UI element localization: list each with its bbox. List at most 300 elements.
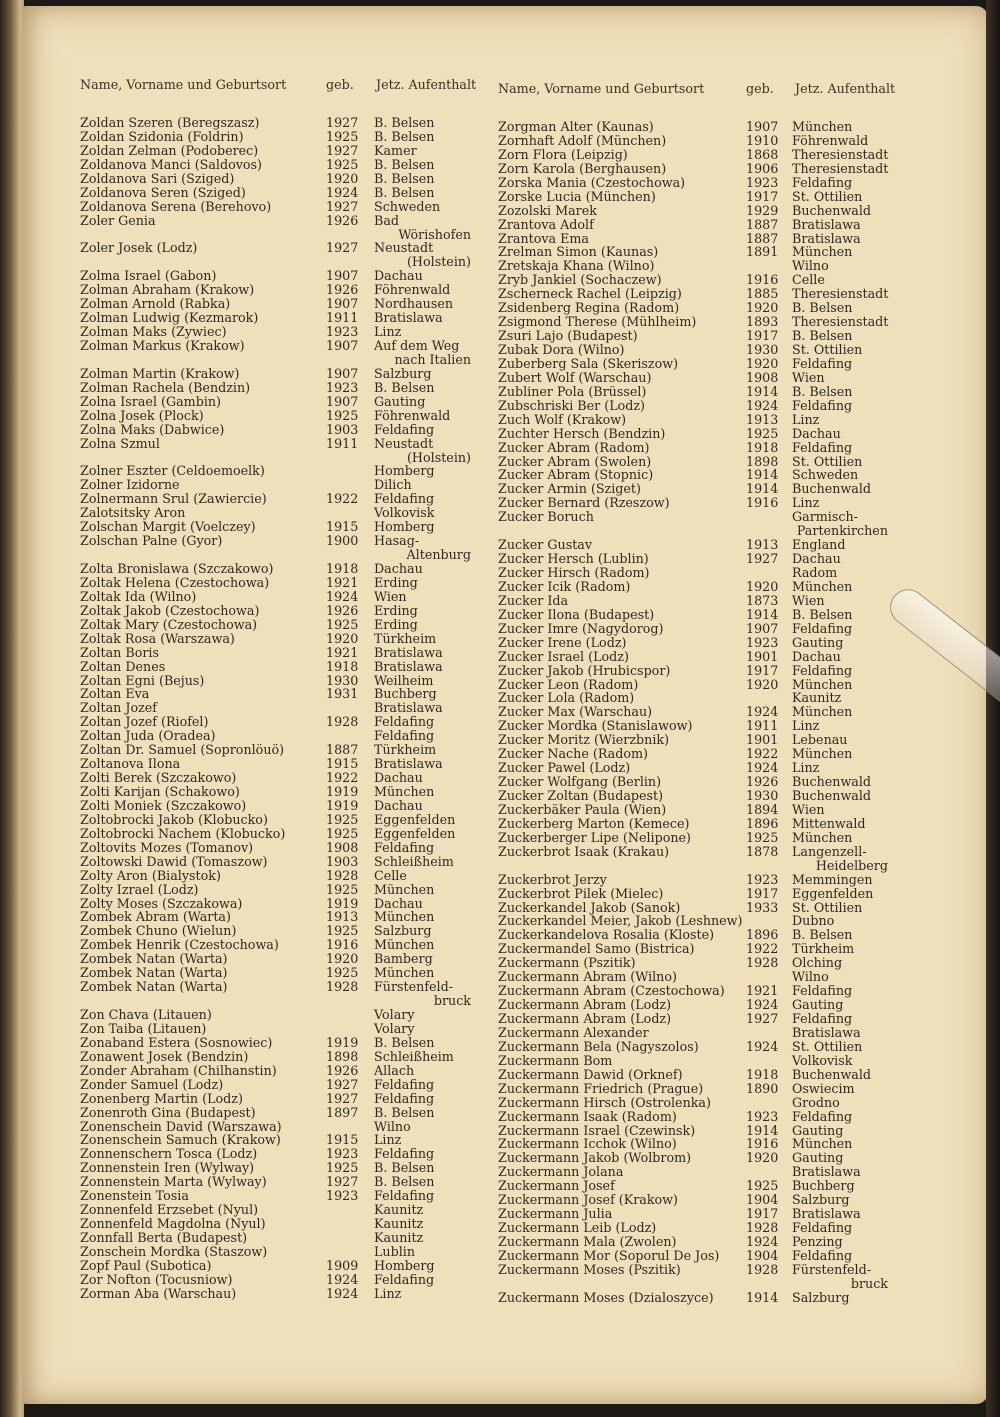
entry-birth-year: 1925	[326, 881, 359, 897]
list-entry	[498, 1124, 898, 1138]
entry-name: Zoldan Szidonia (Foldrin)	[80, 128, 244, 144]
list-entry	[498, 984, 898, 998]
entry-residence: Buchenwald	[792, 481, 872, 497]
entry-name: Zucker Jakob (Hrubicspor)	[498, 662, 671, 678]
list-entry	[498, 1291, 898, 1305]
entry-residence: Gauting	[792, 634, 844, 650]
entry-residence: München	[792, 704, 853, 720]
entry-name: Zscherneck Rachel (Leipzig)	[498, 286, 682, 302]
entry-residence: Feldafing	[792, 1011, 853, 1026]
entry-residence: Neustadt	[374, 435, 434, 451]
entry-name: Zolna Josek (Plock)	[80, 407, 204, 423]
list-entry	[498, 956, 898, 970]
entry-birth-year: 1913	[326, 909, 359, 925]
list-entry	[80, 701, 490, 715]
entry-residence-continued: bruck	[850, 1275, 888, 1291]
entry-birth-year: 1890	[746, 1080, 779, 1096]
entry-name: Zombek Natan (Warta)	[80, 951, 228, 967]
list-entry	[498, 162, 898, 176]
entry-birth-year: 1920	[746, 578, 779, 594]
entry-name: Zonenroth Gina (Budapest)	[80, 1104, 256, 1120]
entry-residence: München	[792, 244, 853, 260]
entry-name: Zoldan Zelman (Podoberec)	[80, 142, 259, 158]
entry-birth-year: 1924	[746, 397, 779, 413]
entry-birth-year: 1925	[326, 811, 359, 827]
entry-name: Zoldanova Serena (Berehovo)	[80, 198, 272, 214]
list-entry	[498, 1068, 898, 1082]
entry-name: Zuckermann Jakob (Wolbrom)	[498, 1150, 692, 1166]
entry-birth-year: 1915	[326, 1132, 359, 1148]
entry-residence: Dubno	[792, 913, 835, 929]
entry-residence: Feldafing	[374, 1076, 435, 1092]
entry-name: Zubak Dora (Wilno)	[498, 342, 625, 357]
list-entry	[80, 855, 490, 869]
entry-name: Zolnermann Srul (Zawiercie)	[80, 491, 267, 507]
list-entry	[498, 259, 898, 273]
list-entry	[80, 632, 490, 646]
list-entry	[80, 325, 490, 339]
entry-name: Zoltan Dr. Samuel (Sopronlöuö)	[80, 742, 285, 758]
entry-birth-year: 1904	[746, 1247, 779, 1263]
entry-birth-year: 1911	[326, 310, 359, 326]
list-entry	[498, 901, 898, 915]
list-entry	[80, 687, 490, 701]
list-entry	[498, 273, 898, 287]
entry-birth-year: 1930	[746, 788, 779, 803]
list-entry	[498, 636, 898, 650]
entry-residence: Feldafing	[374, 1271, 435, 1287]
entry-residence: St. Ottilien	[792, 188, 863, 204]
entry-residence: Linz	[792, 718, 820, 734]
list-entry-continuation	[498, 524, 898, 538]
list-entry	[498, 427, 898, 441]
entry-birth-year: 1920	[326, 170, 359, 186]
list-entry	[498, 148, 898, 162]
entry-name: Zucker Icik (Radom)	[498, 578, 631, 594]
entry-birth-year: 1928	[326, 979, 359, 995]
entry-birth-year: 1924	[326, 588, 359, 604]
list-entry	[498, 1249, 898, 1263]
header-name: Name, Vorname und Geburtsort	[498, 81, 705, 96]
entry-birth-year: 1927	[326, 1090, 359, 1106]
entry-birth-year: 1928	[326, 714, 359, 730]
entry-name: Zoltak Ida (Wilno)	[80, 588, 197, 604]
entry-residence: München	[374, 784, 435, 799]
entry-name: Zuckermann Alexander	[498, 1024, 649, 1040]
entry-birth-year: 1918	[746, 1066, 779, 1082]
list-entry	[498, 1137, 898, 1151]
entry-residence: Eggenfelden	[374, 825, 456, 841]
entry-residence: Garmisch-	[792, 509, 858, 525]
list-entry-continuation	[80, 548, 490, 562]
entry-birth-year: 1916	[326, 937, 359, 953]
entry-residence: Feldafing	[374, 491, 435, 507]
entry-name: Zonaband Estera (Sosnowiec)	[80, 1034, 273, 1050]
list-entry	[80, 799, 490, 813]
list-entry	[498, 733, 898, 747]
list-entry	[80, 729, 490, 743]
entry-name: Zuckermann Mala (Zwolen)	[498, 1234, 677, 1249]
entry-residence: Mittenwald	[792, 815, 866, 831]
list-entry	[498, 998, 898, 1012]
entry-residence: Kaunitz	[374, 1216, 424, 1232]
entry-name: Zolman Abraham (Krakow)	[80, 282, 255, 298]
entry-name: Zonnfall Berta (Budapest)	[80, 1230, 248, 1245]
entry-name: Zuckerbrot Jerzy	[498, 871, 607, 887]
entry-residence: Föhrenwald	[374, 282, 451, 298]
list-entry	[498, 190, 898, 204]
entry-birth-year: 1923	[746, 1108, 779, 1124]
entry-name: Zolti Moniek (Szczakowo)	[80, 797, 247, 813]
entry-birth-year: 1916	[746, 495, 779, 511]
list-entry	[80, 827, 490, 841]
entry-birth-year: 1915	[326, 519, 359, 535]
entry-residence: Erding	[374, 616, 418, 632]
entry-name: Zorske Lucia (München)	[498, 188, 656, 204]
list-entry	[498, 942, 898, 956]
entry-birth-year: 1925	[746, 829, 779, 845]
list-entry	[80, 576, 490, 590]
entry-name: Zoltak Mary (Czestochowa)	[80, 616, 258, 632]
entry-residence: Grodno	[792, 1094, 840, 1110]
entry-residence-continued: bruck	[433, 993, 471, 1009]
entry-name: Zucker Abram (Radom)	[498, 439, 650, 455]
list-entry	[80, 311, 490, 325]
entry-name: Zon Chava (Litauen)	[80, 1007, 212, 1022]
entry-birth-year: 1924	[746, 1038, 779, 1054]
entry-birth-year: 1926	[326, 282, 359, 298]
list-entry	[80, 506, 490, 520]
entry-birth-year: 1903	[326, 421, 359, 437]
entry-name: Zuckerbrot Pilek (Mielec)	[498, 885, 664, 901]
entry-residence: Lublin	[374, 1243, 416, 1259]
entry-residence: B. Belsen	[374, 1034, 435, 1050]
entry-birth-year: 1924	[746, 1234, 779, 1249]
entry-name: Zuchter Hersch (Bendzin)	[498, 425, 666, 441]
entry-residence: Dachau	[374, 770, 423, 786]
entry-residence: Wilno	[374, 1118, 411, 1134]
list-entry	[498, 204, 898, 218]
entry-birth-year: 1925	[326, 156, 359, 172]
entry-birth-year: 1894	[746, 801, 779, 817]
entry-birth-year: 1922	[326, 770, 359, 786]
list-entry	[498, 566, 898, 580]
list-entry	[80, 1203, 490, 1217]
entry-name: Zuckermann Jolana	[498, 1164, 624, 1180]
entry-birth-year: 1925	[326, 825, 359, 841]
entry-residence: München	[792, 829, 853, 845]
list-entry	[498, 594, 898, 608]
entry-residence: Dachau	[374, 268, 423, 284]
entry-birth-year: 1885	[746, 286, 779, 302]
entry-birth-year: 1911	[746, 718, 779, 734]
entry-residence: Schweden	[792, 467, 859, 483]
entry-birth-year: 1916	[746, 1136, 779, 1152]
entry-residence: Feldafing	[792, 1108, 853, 1124]
entry-name: Zonawent Josek (Bendzin)	[80, 1048, 249, 1064]
entry-residence: München	[792, 746, 853, 762]
entry-residence-continued: (Holstein)	[406, 449, 471, 465]
entry-birth-year: 1923	[326, 324, 359, 340]
list-entry	[498, 357, 898, 371]
header-year: geb.	[746, 81, 774, 96]
entry-residence: Buchenwald	[792, 774, 872, 790]
entry-name: Zonnenfeld Magdolna (Nyul)	[80, 1216, 266, 1232]
entry-name: Zolschan Palne (Gyor)	[80, 533, 223, 549]
entry-residence: Dachau	[374, 895, 423, 911]
list-entry	[498, 371, 898, 385]
list-entry	[80, 883, 490, 897]
entry-residence: München	[792, 1136, 853, 1152]
list-entry	[498, 496, 898, 510]
entry-name: Zonenstein Tosia	[80, 1188, 189, 1204]
entry-birth-year: 1887	[746, 230, 779, 246]
list-entry	[80, 241, 490, 255]
entry-birth-year: 1927	[326, 1174, 359, 1190]
entry-residence: München	[374, 965, 435, 981]
entry-name: Zopf Paul (Subotica)	[80, 1257, 212, 1273]
list-entry	[498, 441, 898, 455]
list-entry	[80, 1189, 490, 1203]
list-entry	[498, 831, 898, 845]
entry-name: Zuckermann Dawid (Orknef)	[498, 1066, 683, 1082]
entry-name: Zuckermann Hirsch (Ostrolenka)	[498, 1094, 711, 1110]
entry-birth-year: 1922	[326, 491, 359, 507]
entry-residence: Neustadt	[374, 240, 434, 256]
entry-residence: Dilich	[374, 477, 412, 493]
entry-birth-year: 1928	[746, 1220, 779, 1236]
entry-birth-year: 1924	[326, 1285, 359, 1301]
entry-birth-year: 1914	[746, 1289, 779, 1305]
entry-residence: München	[792, 119, 853, 134]
list-entry	[498, 817, 898, 831]
entry-residence: Linz	[374, 324, 402, 340]
entry-birth-year: 1897	[326, 1104, 359, 1120]
entry-residence: Dachau	[792, 425, 841, 441]
entry-birth-year: 1924	[746, 997, 779, 1013]
entry-residence: Kaunitz	[374, 1202, 424, 1218]
entry-name: Zsuri Lajo (Budapest)	[498, 328, 638, 344]
list-entry	[498, 552, 898, 566]
list-entry	[80, 1064, 490, 1078]
list-entry	[498, 287, 898, 301]
entry-birth-year: 1925	[746, 1178, 779, 1194]
list-entry	[498, 538, 898, 552]
list-entry	[498, 873, 898, 887]
entry-birth-year: 1926	[326, 602, 359, 618]
entry-residence: Eggenfelden	[374, 811, 456, 827]
list-entry	[498, 245, 898, 259]
list-entry	[80, 785, 490, 799]
entry-name: Zucker Hersch (Lublin)	[498, 551, 649, 567]
entry-birth-year: 1923	[326, 1188, 359, 1204]
entry-residence: B. Belsen	[374, 156, 435, 172]
list-entry	[80, 214, 490, 228]
entry-residence: Radom	[792, 565, 838, 580]
list-entry	[498, 970, 898, 984]
entry-name: Zuckermann Friedrich (Prague)	[498, 1080, 704, 1096]
entry-name: Zolman Ludwig (Kezmarok)	[80, 310, 259, 326]
list-entry	[80, 1259, 490, 1273]
entry-residence: Salzburg	[374, 365, 432, 381]
entry-residence: B. Belsen	[374, 1160, 435, 1176]
list-entry	[498, 789, 898, 803]
entry-name: Zucker Boruch	[498, 509, 594, 525]
entry-birth-year: 1887	[746, 216, 779, 232]
entry-name: Zolty Aron (Bialystok)	[80, 867, 221, 883]
scan-background	[986, 0, 1000, 1417]
list-entry	[80, 590, 490, 604]
entry-residence: Gauting	[792, 1150, 844, 1166]
entry-name: Zuckermann Moses (Dzialoszyce)	[498, 1289, 714, 1305]
entry-residence: Feldafing	[792, 662, 853, 678]
entry-name: Zoltan Egni (Bejus)	[80, 672, 205, 688]
entry-name: Zucker Gustav	[498, 537, 593, 553]
header-year: geb.	[326, 77, 354, 92]
entry-residence: Theresienstadt	[792, 286, 889, 302]
list-entry	[80, 660, 490, 674]
entry-name: Zuckerberger Lipe (Nelipone)	[498, 829, 691, 845]
entry-name: Zonnenstein Iren (Wylway)	[80, 1160, 255, 1176]
list-entry	[80, 1217, 490, 1231]
entry-name: Zucker Israel (Lodz)	[498, 648, 629, 664]
entry-name: Zuckermann Josef (Krakow)	[498, 1192, 678, 1208]
entry-residence-continued: Heidelberg	[815, 857, 888, 873]
list-entry	[498, 887, 898, 901]
entry-birth-year: 1921	[746, 983, 779, 999]
entry-name: Zoltak Helena (Czestochowa)	[80, 574, 270, 590]
entry-birth-year: 1917	[746, 662, 779, 678]
entry-residence: Feldafing	[792, 397, 853, 413]
entry-residence: B. Belsen	[792, 927, 853, 943]
entry-birth-year: 1923	[746, 634, 779, 650]
list-entry-continuation	[80, 451, 490, 465]
entry-name: Zolta Bronislawa (Szczakowo)	[80, 561, 274, 576]
entry-name: Zucker Wolfgang (Berlin)	[498, 774, 662, 790]
list-entry	[498, 580, 898, 594]
entry-name: Zucker Bernard (Rzeszow)	[498, 495, 670, 511]
entry-name: Zsidenberg Regina (Radom)	[498, 300, 680, 316]
entry-name: Zuckerbäker Paula (Wien)	[498, 801, 667, 817]
entry-residence: Wilno	[792, 969, 829, 985]
list-entry	[498, 691, 898, 705]
entry-residence: Volkovisk	[792, 1052, 853, 1068]
entry-name: Zuckerberg Marton (Kemece)	[498, 815, 690, 831]
entry-name: Zucker Pawel (Lodz)	[498, 760, 631, 776]
list-entry	[80, 200, 490, 214]
entry-residence: Schleißheim	[374, 853, 454, 869]
list-entry	[80, 1147, 490, 1161]
entry-name: Zolty Moses (Szczakowa)	[80, 895, 243, 911]
entry-name: Zucker Moritz (Wierzbnik)	[498, 732, 670, 748]
entry-birth-year: 1917	[746, 328, 779, 344]
entry-birth-year: 1916	[746, 272, 779, 288]
entry-residence: Föhrenwald	[374, 407, 451, 423]
entry-name: Zornhaft Adolf (München)	[498, 132, 667, 148]
entry-birth-year: 1920	[326, 951, 359, 967]
entry-birth-year: 1907	[326, 393, 359, 409]
entry-residence: Buchenwald	[792, 1066, 872, 1082]
entry-birth-year: 1907	[746, 620, 779, 636]
entry-name: Zoltan Jozef (Riofel)	[80, 714, 209, 730]
entry-birth-year: 1907	[326, 296, 359, 312]
header-place: Jetz. Aufenthalt	[376, 77, 477, 92]
entry-residence: Fürstenfeld-	[792, 1261, 871, 1277]
entry-name: Zucker Max (Warschau)	[498, 704, 653, 720]
list-entry	[498, 845, 898, 859]
entry-name: Zoltowski Dawid (Tomaszow)	[80, 853, 268, 869]
entry-birth-year: 1908	[326, 839, 359, 855]
list-entry	[80, 1092, 490, 1106]
entry-name: Zonder Samuel (Lodz)	[80, 1076, 224, 1092]
entry-birth-year: 1923	[746, 174, 779, 190]
entry-name: Zuckermann Mor (Soporul De Jos)	[498, 1247, 720, 1263]
entry-name: Zucker Leon (Radom)	[498, 676, 639, 692]
entry-residence: Kamer	[374, 142, 417, 158]
entry-name: Zuckermandel Samo (Bistrica)	[498, 941, 695, 957]
list-entry-continuation	[498, 859, 898, 873]
entry-name: Zuckerkandel Jakob (Sanok)	[498, 899, 681, 915]
entry-name: Zoltak Jakob (Czestochowa)	[80, 602, 260, 618]
entry-residence: Buchenwald	[792, 788, 872, 803]
entry-birth-year: 1893	[746, 314, 779, 330]
entry-birth-year: 1891	[746, 244, 779, 260]
entry-residence: Dachau	[792, 551, 841, 567]
entry-name: Zonenberg Martin (Lodz)	[80, 1090, 243, 1106]
entry-name: Zuberberg Sala (Skeriszow)	[498, 355, 679, 371]
entry-name: Zucker Imre (Nagydorog)	[498, 620, 664, 636]
entry-name: Zoltan Boris	[80, 644, 159, 660]
entry-residence: Linz	[374, 1132, 402, 1148]
entry-name: Zoltan Denes	[80, 658, 166, 674]
entry-residence: Olching	[792, 955, 843, 971]
header-place: Jetz. Aufenthalt	[795, 81, 896, 96]
entry-birth-year: 1926	[326, 212, 359, 228]
entry-birth-year: 1914	[746, 481, 779, 497]
entry-birth-year: 1920	[326, 630, 359, 646]
entry-birth-year: 1925	[326, 128, 359, 144]
entry-name: Zonnenfeld Erzsebet (Nyul)	[80, 1202, 259, 1218]
entry-residence: B. Belsen	[792, 606, 853, 622]
right-column-header	[498, 80, 898, 120]
previous-page-edge	[0, 0, 24, 1417]
entry-residence: B. Belsen	[374, 1174, 435, 1190]
entry-residence: Wien	[792, 592, 825, 608]
entry-residence: B. Belsen	[374, 184, 435, 200]
entry-birth-year: 1920	[746, 676, 779, 692]
entry-name: Zucker Mordka (Stanislawow)	[498, 718, 693, 734]
entry-residence: Wilno	[792, 258, 829, 274]
entry-name: Zombek Abram (Warta)	[80, 909, 231, 925]
entry-residence-continued: Altenburg	[406, 547, 471, 563]
list-entry	[498, 761, 898, 775]
entry-name: Zoltan Juda (Oradea)	[80, 728, 216, 744]
entry-residence: Weilheim	[374, 672, 434, 688]
list-entry	[498, 803, 898, 817]
entry-birth-year: 1901	[746, 648, 779, 664]
entry-name: Zolman Arnold (Rabka)	[80, 296, 231, 312]
list-entry	[498, 608, 898, 622]
entry-birth-year: 1926	[746, 774, 779, 790]
list-entry	[80, 339, 490, 353]
entry-birth-year: 1930	[326, 672, 359, 688]
entry-residence: B. Belsen	[374, 115, 435, 130]
entry-residence: St. Ottilien	[792, 453, 863, 469]
entry-birth-year: 1868	[746, 146, 779, 162]
list-entry	[498, 1165, 898, 1179]
list-entry	[80, 757, 490, 771]
entry-name: Zuckermann Moses (Pszitik)	[498, 1261, 681, 1277]
